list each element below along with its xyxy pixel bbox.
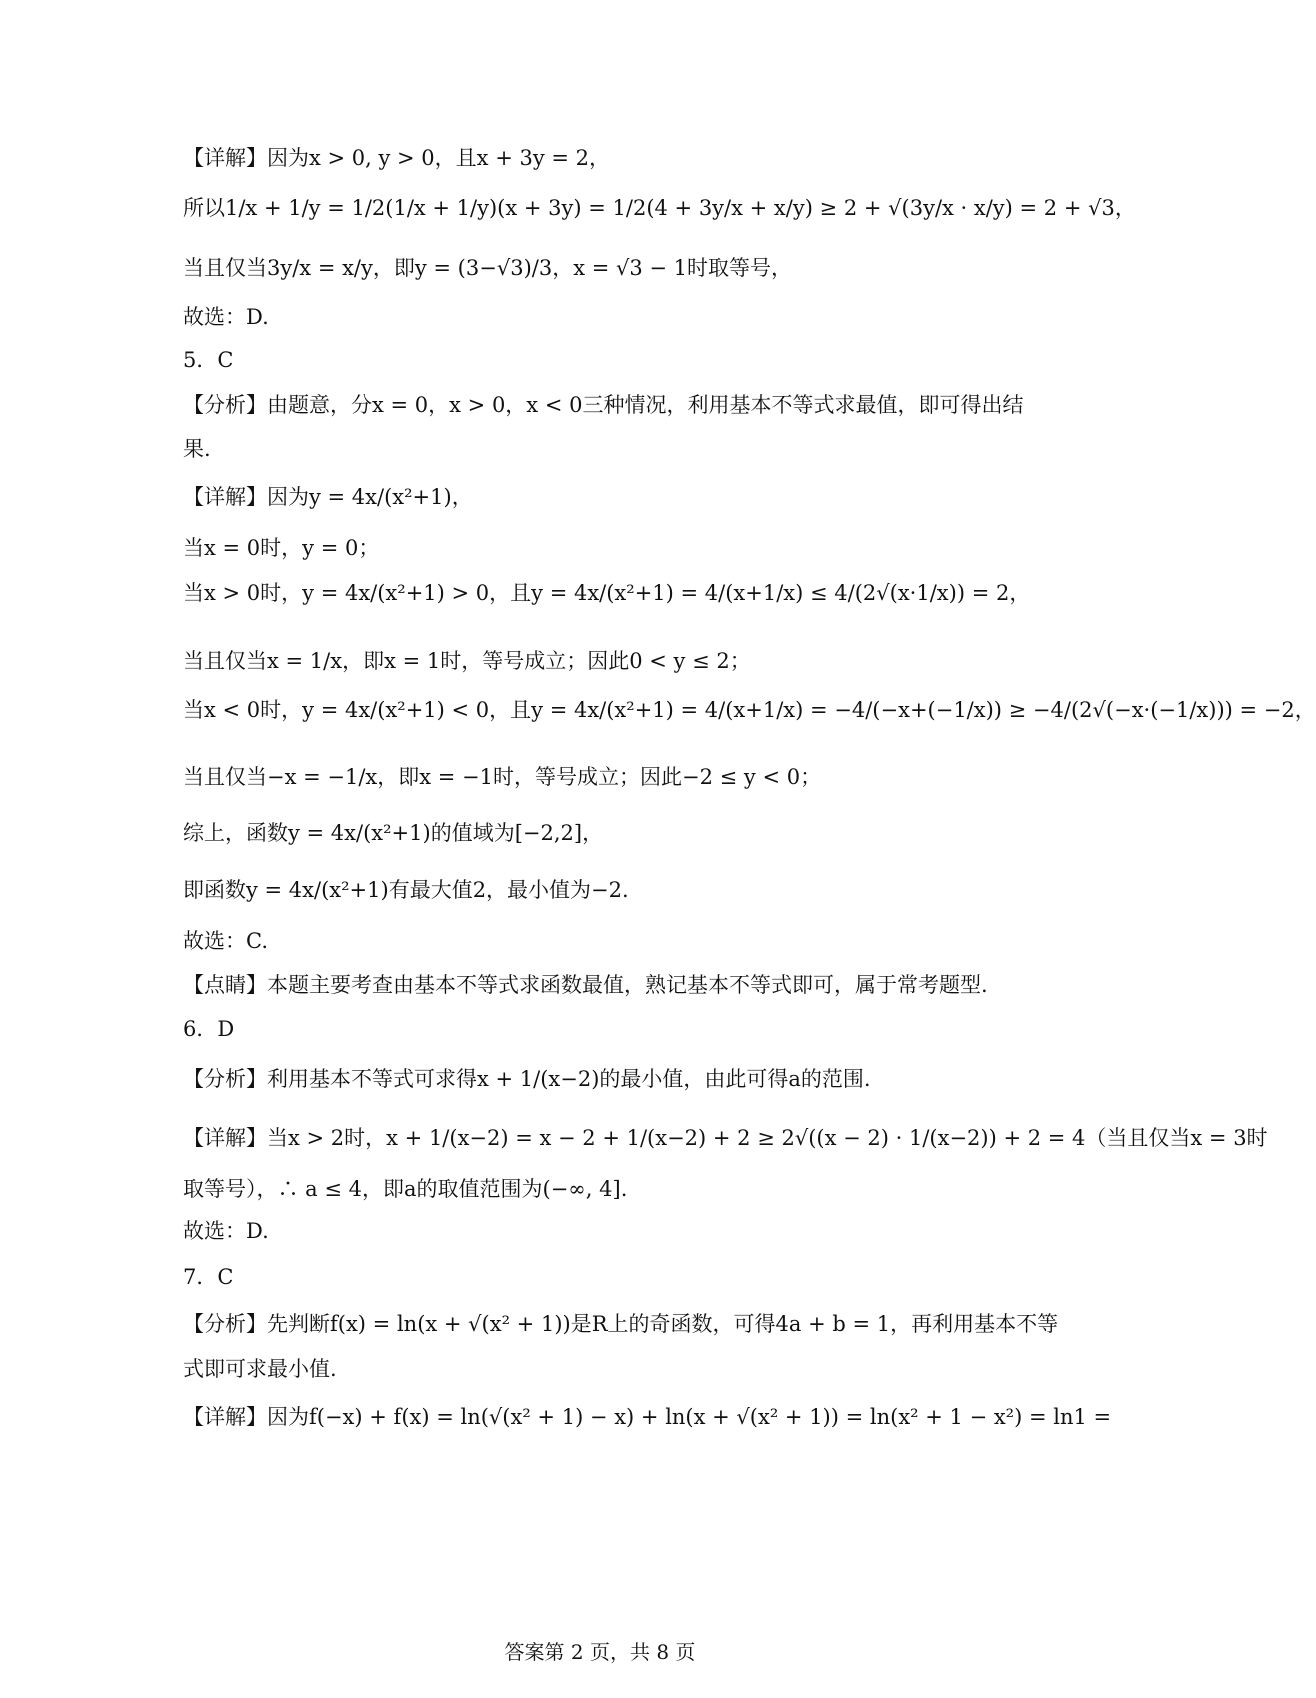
text-line: 【详解】因为y = 4x/(x²+1)， (183, 485, 473, 509)
text-line: 当且仅当x = 1/x，即x = 1时，等号成立；因此0 < y ≤ 2； (183, 649, 751, 673)
text-line: 果. (183, 437, 211, 461)
text-line: 当且仅当3y/x = x/y，即y = (3−√3)/3，x = √3 − 1时取等号， (183, 256, 793, 280)
text-line: 当x > 0时，y = 4x/(x²+1) > 0，且y = 4x/(x²+1) = 4/(x+1/x) ≤ 4/(2√(x·1/x)) = 2， (183, 581, 1031, 605)
text-line: 当且仅当−x = −1/x，即x = −1时，等号成立；因此−2 ≤ y < 0； (183, 765, 822, 789)
text-line: 故选：D. (183, 1219, 269, 1243)
text-line: 所以1/x + 1/y = 1/2(1/x + 1/y)(x + 3y) = 1/2(4 + 3y/x + x/y) ≥ 2 + √(3y/x · x/y) = 2 + √3， (183, 196, 1136, 220)
text-line: 【分析】先判断f(x) = ln(x + √(x² + 1))是R上的奇函数，可得4a + b = 1，再利用基本不等 (183, 1312, 1059, 1336)
text-line: 式即可求最小值. (183, 1357, 337, 1381)
text-line: 【详解】当x > 2时，x + 1/(x−2) = x − 2 + 1/(x−2) + 2 ≥ 2√((x − 2) · 1/(x−2)) + 2 = 4（当且仅当x = 3时 (183, 1126, 1268, 1150)
text-line: 当x < 0时，y = 4x/(x²+1) < 0，且y = 4x/(x²+1) = 4/(x+1/x) = −4/(−x+(−1/x)) ≥ −4/(2√(−x·(−1/x))) = −2， (183, 698, 1316, 722)
text-line: 故选：C. (183, 929, 268, 953)
text-line: 6．D (183, 1017, 235, 1041)
text-line: 即函数y = 4x/(x²+1)有最大值2，最小值为−2. (183, 878, 629, 902)
page-footer: 答案第 2 页，共 8 页 (504, 1640, 696, 1664)
text-line: 【分析】利用基本不等式可求得x + 1/(x−2)的最小值，由此可得a的范围. (183, 1067, 871, 1091)
text-line: 【点睛】本题主要考查由基本不等式求函数最值，熟记基本不等式即可，属于常考题型. (183, 973, 988, 997)
text-line: 故选：D. (183, 305, 269, 329)
text-line: 7．C (183, 1265, 234, 1289)
text-line: 【详解】因为x > 0, y > 0，且x + 3y = 2， (183, 146, 610, 170)
text-line: 综上，函数y = 4x/(x²+1)的值域为[−2,2]， (183, 821, 604, 845)
text-line: 【详解】因为f(−x) + f(x) = ln(√(x² + 1) − x) + ln(x + √(x² + 1)) = ln(x² + 1 − x²) = ln1 = (183, 1405, 1112, 1429)
text-line: 【分析】由题意，分x = 0，x > 0，x < 0三种情况，利用基本不等式求最值，即可得出结 (183, 393, 1024, 417)
text-line: 当x = 0时，y = 0； (183, 536, 380, 560)
text-line: 5．C (183, 348, 234, 372)
text-line: 取等号），∴ a ≤ 4，即a的取值范围为(−∞, 4]. (183, 1177, 628, 1201)
